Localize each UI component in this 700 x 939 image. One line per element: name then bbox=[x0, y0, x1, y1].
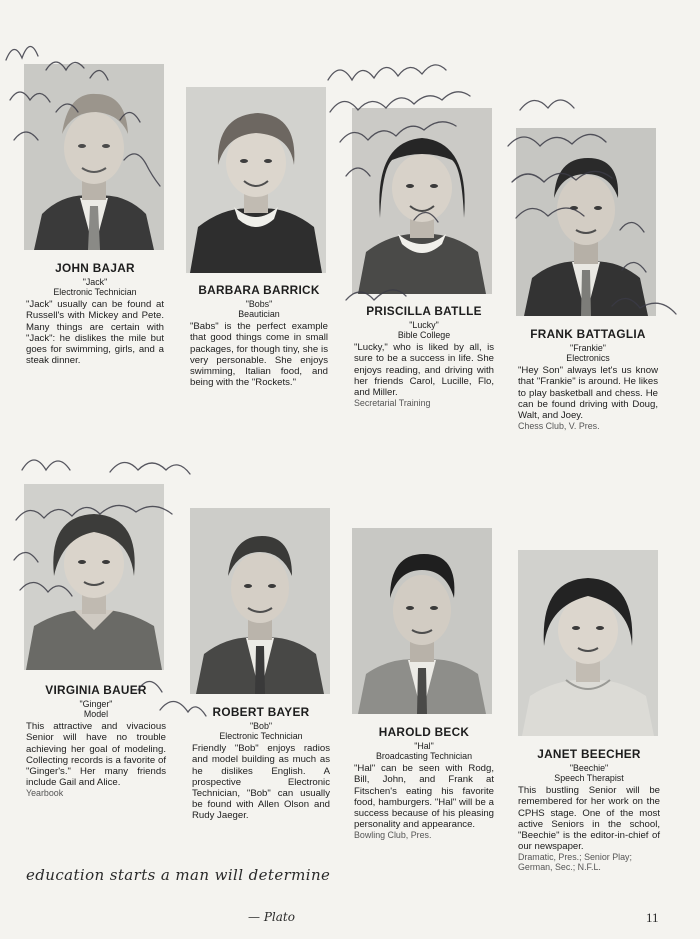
student-bio: Friendly "Bob" enjoys radios and model building as much as he dislikes English. A prospective Electronic Technician, "Bob" can usually be found with Allen Olson and Rudy Jaeger. bbox=[192, 743, 330, 822]
portrait-photo-harold-beck bbox=[352, 528, 492, 714]
student-activities: Secretarial Training bbox=[354, 397, 431, 408]
student-name: ROBERT BAYER bbox=[212, 705, 310, 719]
portrait-photo-virginia-bauer bbox=[24, 484, 164, 670]
student-activities: Yearbook bbox=[26, 788, 64, 799]
portrait-photo-janet-beecher bbox=[518, 550, 658, 736]
student-name: VIRGINIA BAUER bbox=[45, 683, 147, 697]
footer-motto: education starts a man will determine bbox=[26, 866, 331, 884]
student-nickname: "Ginger" bbox=[79, 698, 113, 709]
student-nickname: "Frankie" bbox=[570, 342, 606, 353]
student-bio: "Hey Son" always let's us know that "Frankie" is around. He likes to play basketball and chess. He can be found driving with Doug, Walt, and Joey. bbox=[518, 365, 658, 421]
student-name: PRISCILLA BATLLE bbox=[366, 304, 482, 318]
student-career: Beautician bbox=[238, 309, 280, 319]
student-activities: Chess Club, V. Pres. bbox=[518, 420, 600, 431]
student-bio: This bustling Senior will be remembered for her work on the CPHS stage. One of the most active Seniors in the school, "Beechie" is the editor-in-chief of our newspaper. bbox=[518, 785, 660, 852]
student-nickname: "Hal" bbox=[414, 740, 434, 751]
student-bio: "Lucky," who is liked by all, is sure to be a success in life. She enjoys reading, and driving with her friends Carol, Lucille, Flo, and Miller. bbox=[354, 342, 494, 398]
student-career: Electronics bbox=[566, 353, 610, 363]
student-name: JOHN BAJAR bbox=[55, 261, 135, 275]
student-bio: "Babs" is the perfect example that good things come in small packages, for though tiny, she is very personable. She enjoys swimming, Italian food, and being with the "Rockets." bbox=[190, 321, 328, 388]
student-career: Broadcasting Technician bbox=[375, 751, 473, 761]
student-career: Model bbox=[83, 709, 109, 719]
student-entry-barbara-barrick bbox=[190, 284, 328, 388]
page-number: 11 bbox=[646, 910, 659, 925]
student-nickname: "Bobs" bbox=[245, 298, 273, 309]
student-entry-priscilla-batlle bbox=[354, 305, 494, 408]
student-name: BARBARA BARRICK bbox=[198, 283, 320, 297]
portrait-photo-frank-battaglia bbox=[516, 128, 656, 316]
student-career: Electronic Technician bbox=[219, 731, 303, 741]
student-bio: This attractive and vivacious Senior will have no trouble achieving her goal of modeling. Collecting records is a favorite of "Ginger's." Her many friends include Gail and Alice. bbox=[26, 721, 166, 788]
student-name: HAROLD BECK bbox=[378, 725, 470, 739]
student-activities: Bowling Club, Pres. bbox=[354, 830, 432, 841]
student-nickname: "Bob" bbox=[249, 720, 273, 731]
student-entry-robert-bayer bbox=[192, 706, 330, 821]
student-name: FRANK BATTAGLIA bbox=[530, 327, 646, 341]
student-nickname: "Lucky" bbox=[409, 319, 439, 330]
student-entry-harold-beck bbox=[354, 726, 494, 840]
student-career: Speech Therapist bbox=[554, 773, 624, 783]
footer-attribution: — Plato bbox=[248, 910, 295, 924]
portrait-photo-priscilla-batlle bbox=[352, 108, 492, 294]
student-name: JANET BEECHER bbox=[537, 747, 641, 761]
student-career: Electronic Technician bbox=[53, 287, 137, 297]
student-bio: "Hal" can be seen with Rodg, Bill, John, and Frank at Fitschen's eating his favorite food, hamburgers. "Hal" will be a success because of his pleasing personality and appearance. bbox=[354, 763, 494, 830]
student-activities: Dramatic, Pres.; Senior Play; German, Sec.; N.F.L. bbox=[518, 852, 632, 873]
student-entry-virginia-bauer bbox=[26, 684, 166, 798]
student-bio: "Jack" usually can be found at Russell's with Mickey and Pete. Many things are certain with "Jack": he dislikes the mile but goes for swimming, girls, and a steak dinner. bbox=[26, 299, 164, 366]
student-entry-janet-beecher bbox=[518, 748, 660, 873]
portrait-photo-robert-bayer bbox=[190, 508, 330, 694]
student-entry-frank-battaglia bbox=[518, 328, 658, 431]
student-nickname: "Beechie" bbox=[569, 762, 609, 773]
portrait-photo-john-bajar bbox=[24, 64, 164, 250]
student-nickname: "Jack" bbox=[82, 276, 108, 287]
portrait-photo-barbara-barrick bbox=[186, 87, 326, 273]
student-entry-john-bajar bbox=[26, 262, 164, 366]
student-career: Bible College bbox=[397, 330, 451, 340]
